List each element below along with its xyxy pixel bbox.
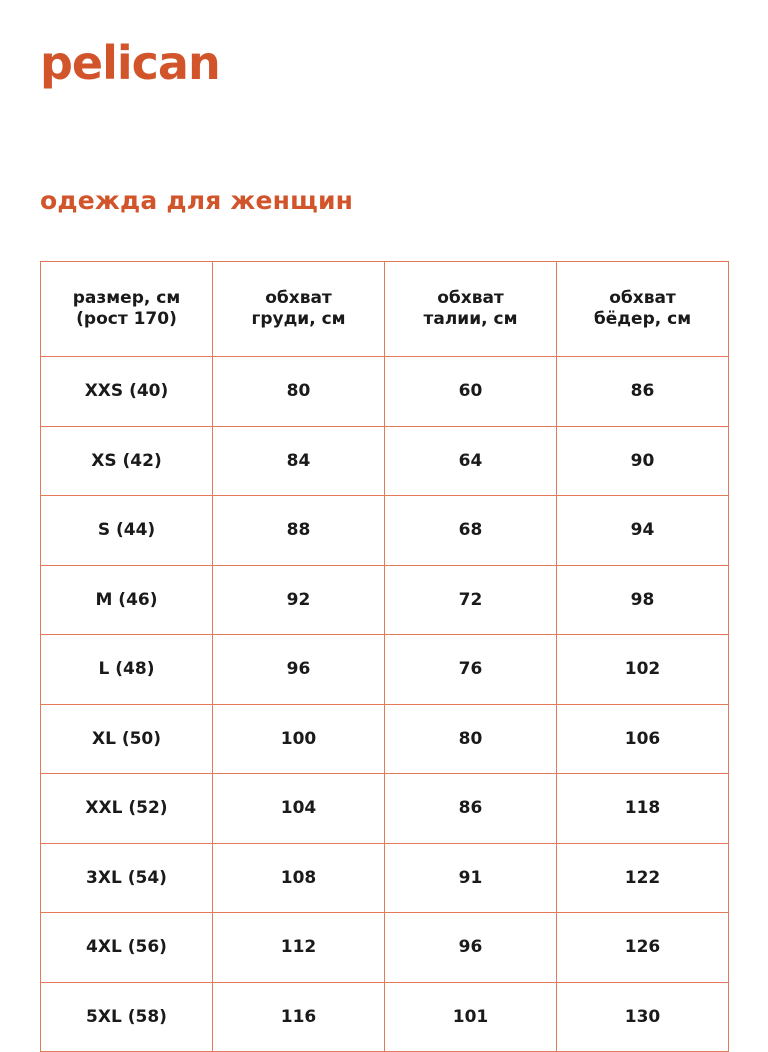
table-row	[41, 843, 729, 913]
cell-chest: 112	[213, 913, 385, 983]
cell-hips: 90	[557, 426, 729, 496]
cell-size: M (46)	[41, 565, 213, 635]
cell-hips: 122	[557, 843, 729, 913]
size-table	[40, 261, 729, 1052]
cell-chest: 88	[213, 496, 385, 566]
table-row	[41, 426, 729, 496]
cell-chest: 80	[213, 357, 385, 427]
cell-waist: 86	[385, 774, 557, 844]
cell-hips: 102	[557, 635, 729, 705]
cell-waist: 101	[385, 982, 557, 1052]
cell-waist: 68	[385, 496, 557, 566]
cell-size: S (44)	[41, 496, 213, 566]
cell-hips: 126	[557, 913, 729, 983]
table-row	[41, 357, 729, 427]
cell-chest: 84	[213, 426, 385, 496]
cell-size: XS (42)	[41, 426, 213, 496]
table-head	[41, 262, 729, 357]
cell-hips: 86	[557, 357, 729, 427]
cell-waist: 64	[385, 426, 557, 496]
cell-hips: 130	[557, 982, 729, 1052]
cell-chest: 116	[213, 982, 385, 1052]
cell-chest: 104	[213, 774, 385, 844]
table-row	[41, 635, 729, 705]
cell-size: XL (50)	[41, 704, 213, 774]
cell-waist: 96	[385, 913, 557, 983]
cell-waist: 72	[385, 565, 557, 635]
column-header-size-line2: (рост 170)	[76, 309, 177, 329]
cell-waist: 80	[385, 704, 557, 774]
column-header-size-line1: размер, см	[72, 287, 181, 308]
cell-waist: 60	[385, 357, 557, 427]
cell-size: 4XL (56)	[41, 913, 213, 983]
table-header-row	[41, 262, 729, 357]
cell-size: 5XL (58)	[41, 982, 213, 1052]
cell-hips: 118	[557, 774, 729, 844]
cell-chest: 108	[213, 843, 385, 913]
column-header-waist-line1: обхват	[437, 287, 504, 308]
table-row	[41, 704, 729, 774]
table-row	[41, 774, 729, 844]
column-header-hips	[557, 262, 729, 357]
table-body	[41, 357, 729, 1052]
column-header-size	[41, 262, 213, 357]
table-row	[41, 913, 729, 983]
cell-hips: 94	[557, 496, 729, 566]
cell-hips: 106	[557, 704, 729, 774]
column-header-chest-line1: обхват	[265, 287, 332, 308]
column-header-chest	[213, 262, 385, 357]
column-header-waist-line2: талии, см	[423, 309, 518, 329]
cell-size: XXS (40)	[41, 357, 213, 427]
column-header-hips-line1: обхват	[609, 287, 676, 308]
page-title: одежда для женщин	[40, 186, 354, 215]
size-table-container	[40, 261, 728, 1052]
cell-size: 3XL (54)	[41, 843, 213, 913]
cell-size: XXL (52)	[41, 774, 213, 844]
table-row	[41, 565, 729, 635]
brand-logo: pelican	[40, 36, 220, 90]
cell-chest: 92	[213, 565, 385, 635]
cell-size: L (48)	[41, 635, 213, 705]
column-header-hips-line2: бёдер, см	[593, 309, 692, 329]
column-header-chest-line2: груди, см	[251, 309, 346, 329]
cell-waist: 91	[385, 843, 557, 913]
cell-chest: 96	[213, 635, 385, 705]
table-row	[41, 496, 729, 566]
cell-hips: 98	[557, 565, 729, 635]
table-row	[41, 982, 729, 1052]
column-header-waist	[385, 262, 557, 357]
cell-waist: 76	[385, 635, 557, 705]
cell-chest: 100	[213, 704, 385, 774]
